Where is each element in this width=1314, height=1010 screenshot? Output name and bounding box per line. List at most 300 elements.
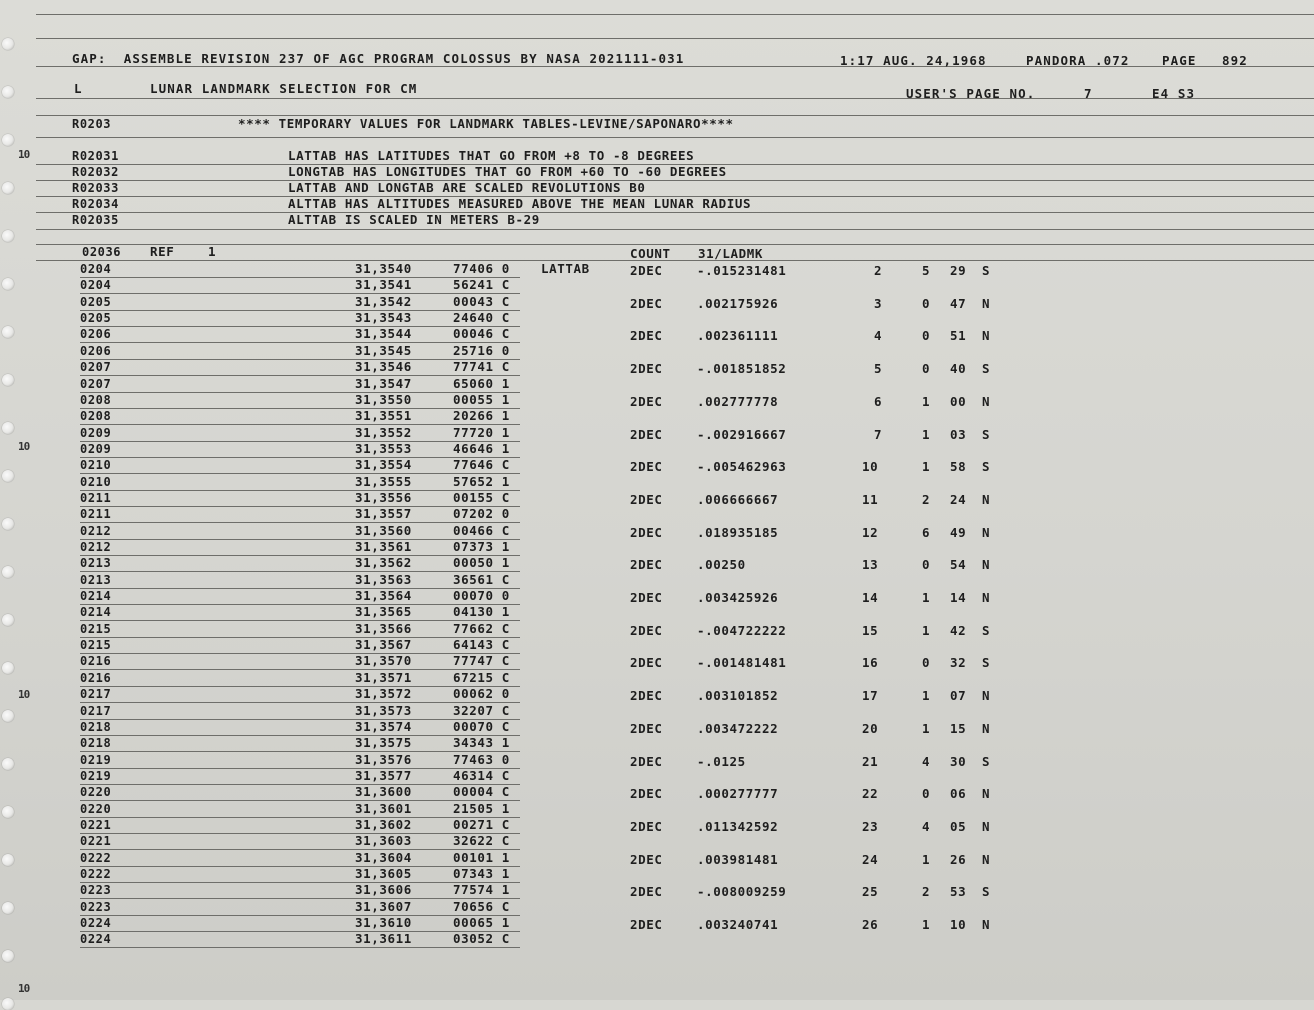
comment-line-number: R0203 [72,117,112,131]
binder-hole [2,518,14,530]
memory-address: 31,3554 [355,457,412,473]
octal-word: 20266 1 [453,408,510,424]
listing-line-number: 0220 [80,801,112,816]
listing-line-number: 0206 [80,343,112,358]
octal-word: 36561 C [453,571,510,587]
ruled-line [36,212,1314,213]
hemisphere: N [982,688,991,704]
memory-address: 31,3611 [355,931,412,947]
degrees: 1 [922,426,931,442]
octal-word: 77662 C [453,620,510,636]
opcode: 2DEC [630,884,663,900]
degrees: 0 [922,655,931,671]
octal-word: 32207 C [453,702,510,718]
minutes: 24 [950,491,967,507]
hemisphere: N [982,524,991,540]
landmark-index: 14 [862,590,879,605]
listing-line-number: 0220 [80,785,112,800]
memory-address: 31,3545 [355,342,412,358]
binder-hole [2,758,14,770]
landmark-index: 5 [874,361,883,377]
memory-address: 31,3572 [355,686,412,702]
octal-word: 00055 1 [453,391,510,407]
symbol-label: LATTAB [541,261,590,276]
decimal-value: .003425926 [697,590,779,605]
hemisphere: S [982,884,991,900]
hemisphere: S [982,622,991,638]
binder-hole [2,134,14,146]
decimal-value: -.008009259 [697,884,787,900]
listing-line-number: 0210 [80,458,112,473]
ruled-line [36,260,1314,261]
listing-line-number: 0205 [80,311,112,326]
ruled-line [36,244,1314,245]
memory-address: 31,3556 [355,489,412,505]
section-letter: L [74,81,83,96]
comment-text: LATTAB HAS LATITUDES THAT GO FROM +8 TO -8 DEGREES [288,148,695,163]
hemisphere: N [982,491,991,507]
listing-line-number: 0218 [80,736,112,751]
comment-text: ALTTAB IS SCALED IN METERS B-29 [288,212,540,227]
octal-word: 07373 1 [453,539,510,554]
landmark-index: 4 [874,328,883,344]
decimal-value: .018935185 [697,524,779,540]
opcode: 2DEC [630,688,663,704]
degrees: 5 [922,263,931,278]
memory-address: 31,3566 [355,620,412,636]
octal-word: 77463 0 [453,751,510,767]
opcode: 2DEC [630,917,663,932]
hemisphere: N [982,851,991,867]
minutes: 03 [950,426,967,442]
memory-address: 31,3606 [355,882,412,898]
landmark-index: 22 [862,786,879,802]
decimal-value: -.001851852 [697,361,787,377]
degrees: 0 [922,786,931,802]
hemisphere: N [982,393,991,409]
memory-address: 31,3600 [355,784,412,800]
hemisphere: N [982,590,991,605]
minutes: 30 [950,753,967,769]
print-timestamp: 1:17 AUG. 24,1968 [840,53,987,68]
listing-line-number: 0217 [80,687,112,702]
user-page-label: USER'S PAGE NO. [906,86,1036,101]
listing-line-number: 0221 [80,834,112,849]
binder-hole [2,566,14,578]
listing-line-number: 0210 [80,474,112,489]
minutes: 54 [950,557,967,573]
memory-address: 31,3553 [355,440,412,456]
memory-address: 31,3610 [355,915,412,930]
binder-hole [2,806,14,818]
binder-hole [2,614,14,626]
binder-hole [2,902,14,914]
memory-address: 31,3546 [355,359,412,375]
octal-word: 00043 C [453,293,510,309]
octal-word: 67215 C [453,669,510,685]
landmark-index: 17 [862,688,879,704]
degrees: 2 [922,884,931,900]
memory-address: 31,3547 [355,375,412,391]
octal-word: 64143 C [453,637,510,652]
octal-word: 46646 1 [453,440,510,456]
pandora-version: PANDORA .072 [1026,53,1130,68]
octal-word: 04130 1 [453,604,510,620]
listing-line-number: 0208 [80,409,112,424]
binder-hole [2,182,14,194]
hemisphere: N [982,328,991,344]
memory-address: 31,3603 [355,833,412,849]
row-rule [80,947,520,948]
opcode: 2DEC [630,590,663,605]
octal-word: 07202 0 [453,506,510,522]
decimal-value: .003240741 [697,917,779,932]
memory-address: 31,3567 [355,637,412,652]
decimal-value: .003472222 [697,720,779,736]
octal-word: 77574 1 [453,882,510,898]
ruled-line [36,98,1314,99]
octal-word: 00155 C [453,489,510,505]
memory-address: 31,3543 [355,310,412,326]
landmark-index: 24 [862,851,879,867]
opcode: 2DEC [630,393,663,409]
minutes: 00 [950,393,967,409]
opcode: 2DEC [630,491,663,507]
comment-text: ALTTAB HAS ALTITUDES MEASURED ABOVE THE MEAN LUNAR RADIUS [288,196,752,211]
listing-line-number: 0205 [80,294,112,309]
binder-hole [2,422,14,434]
decimal-value: .003981481 [697,851,779,867]
opcode: 2DEC [630,557,663,573]
octal-word: 00046 C [453,326,510,342]
memory-address: 31,3602 [355,816,412,832]
listing-line-number: 0213 [80,572,112,587]
memory-address: 31,3576 [355,751,412,767]
memory-address: 31,3561 [355,539,412,554]
decimal-value: .002175926 [697,295,779,311]
octal-word: 00466 C [453,522,510,538]
listing-line-number: 0214 [80,589,112,603]
memory-address: 31,3571 [355,669,412,685]
minutes: 49 [950,524,967,540]
landmark-index: 6 [874,393,883,409]
memory-address: 31,3604 [355,849,412,865]
listing-line-number: 0211 [80,507,112,522]
listing-line-number: 0222 [80,850,112,865]
degrees: 1 [922,622,931,638]
hemisphere: S [982,361,991,377]
binder-hole [2,854,14,866]
minutes: 14 [950,590,967,605]
degrees: 0 [922,328,931,344]
listing-line-number: 0208 [80,392,112,407]
listing-line-number: 0216 [80,654,112,669]
hemisphere: N [982,786,991,802]
ruled-line [36,38,1314,39]
ruled-line [36,14,1314,15]
ruled-line [36,137,1314,138]
degrees: 1 [922,590,931,605]
opcode: 2DEC [630,426,663,442]
opcode: 2DEC [630,361,663,377]
ref-count: 1 [208,244,217,259]
degrees: 1 [922,917,931,932]
minutes: 40 [950,361,967,377]
comment-text: **** TEMPORARY VALUES FOR LANDMARK TABLES-LEVINE/SAPONARO**** [238,116,734,131]
opcode: 2DEC [630,818,663,834]
degrees: 1 [922,688,931,704]
octal-word: 70656 C [453,898,510,914]
comment-line-number: R02034 [72,197,119,211]
decimal-value: -.001481481 [697,655,787,671]
octal-word: 77720 1 [453,424,510,440]
opcode: 2DEC [630,851,663,867]
octal-word: 00101 1 [453,849,510,865]
opcode: 2DEC [630,720,663,736]
decimal-value: .002361111 [697,328,779,344]
decimal-value: -.004722222 [697,622,787,638]
minutes: 51 [950,328,967,344]
hemisphere: S [982,459,991,475]
memory-address: 31,3557 [355,506,412,522]
decimal-value: -.005462963 [697,459,787,475]
listing-line-number: 0221 [80,817,112,832]
landmark-index: 13 [862,557,879,573]
binder-hole [2,86,14,98]
landmark-index: 20 [862,720,879,736]
listing-line-number: 0214 [80,605,112,620]
comment-line-number: R02035 [72,213,119,227]
opcode: 2DEC [630,622,663,638]
listing-line-number: 0209 [80,441,112,456]
listing-line-number: 0204 [80,278,112,293]
ruled-line [36,180,1314,181]
decimal-value: .003101852 [697,688,779,704]
minutes: 58 [950,459,967,475]
listing-line-number: 0211 [80,490,112,505]
comment-text: LATTAB AND LONGTAB ARE SCALED REVOLUTIONS B0 [288,180,646,195]
decimal-value: -.0125 [697,753,746,769]
minutes: 32 [950,655,967,671]
listing-line-number: 0207 [80,376,112,391]
hemisphere: N [982,917,991,932]
opcode: 2DEC [630,524,663,540]
memory-address: 31,3552 [355,424,412,440]
minutes: 47 [950,295,967,311]
memory-address: 31,3574 [355,718,412,734]
listing-title: GAP: ASSEMBLE REVISION 237 OF AGC PROGRAM COLOSSUS BY NASA 2021111-031 [72,51,685,66]
octal-word: 00271 C [453,816,510,832]
decimal-value: .011342592 [697,818,779,834]
opcode: 2DEC [630,263,663,278]
minutes: 42 [950,622,967,638]
memory-address: 31,3542 [355,293,412,309]
memory-address: 31,3605 [355,866,412,881]
octal-word: 77406 0 [453,261,510,276]
opcode: 2DEC [630,328,663,344]
comment-line-number: R02033 [72,181,119,195]
degrees: 0 [922,361,931,377]
listing-line-number: 0219 [80,768,112,783]
memory-address: 31,3551 [355,408,412,424]
degrees: 2 [922,491,931,507]
degrees: 1 [922,393,931,409]
listing-line-number: 0212 [80,523,112,538]
module-code: E4 S3 [1152,86,1196,101]
degrees: 4 [922,818,931,834]
listing-line-number: 0209 [80,425,112,440]
landmark-index: 21 [862,753,879,769]
memory-address: 31,3575 [355,735,412,751]
octal-word: 07343 1 [453,866,510,881]
section-title: LUNAR LANDMARK SELECTION FOR CM [150,81,418,96]
opcode: 2DEC [630,786,663,802]
octal-word: 00050 1 [453,555,510,571]
binder-hole [2,950,14,962]
octal-word: 00070 0 [453,588,510,603]
octal-word: 77747 C [453,653,510,669]
octal-word: 21505 1 [453,800,510,816]
minutes: 15 [950,720,967,736]
octal-word: 00062 0 [453,686,510,702]
degrees: 0 [922,557,931,573]
landmark-index: 23 [862,818,879,834]
memory-address: 31,3577 [355,767,412,783]
ruled-line [36,229,1314,230]
hemisphere: S [982,426,991,442]
degrees: 1 [922,720,931,736]
octal-word: 65060 1 [453,375,510,391]
octal-word: 77741 C [453,359,510,375]
landmark-index: 2 [874,263,883,278]
listing-line-number: 0207 [80,360,112,375]
octal-word: 57652 1 [453,473,510,489]
memory-address: 31,3541 [355,277,412,293]
octal-word: 00070 C [453,718,510,734]
octal-word: 03052 C [453,931,510,947]
opcode: 2DEC [630,655,663,671]
landmark-index: 25 [862,884,879,900]
octal-word: 56241 C [453,277,510,293]
landmark-index: 16 [862,655,879,671]
binder-hole [2,278,14,290]
listing-line-number: 0215 [80,638,112,652]
memory-address: 31,3550 [355,391,412,407]
decimal-value: .006666667 [697,491,779,507]
decimal-value: -.002916667 [697,426,787,442]
hemisphere: N [982,818,991,834]
listing-line-number: 0222 [80,867,112,881]
memory-address: 31,3601 [355,800,412,816]
listing-line-number: 0223 [80,883,112,898]
degrees: 6 [922,524,931,540]
listing-line-number: 0224 [80,916,112,930]
binder-hole [2,662,14,674]
margin-mark: 10 [18,688,30,701]
octal-word: 00004 C [453,784,510,800]
decimal-value: -.015231481 [697,263,787,278]
count-directive: COUNT [630,246,671,261]
hemisphere: N [982,295,991,311]
octal-word: 00065 1 [453,915,510,930]
landmark-index: 3 [874,295,883,311]
landmark-index: 15 [862,622,879,638]
degrees: 4 [922,753,931,769]
octal-word: 25716 0 [453,342,510,358]
decimal-value: .00250 [697,557,746,573]
ref-line-number: 02036 [82,245,122,259]
hemisphere: S [982,263,991,278]
decimal-value: .000277777 [697,786,779,802]
listing-line-number: 0219 [80,752,112,767]
listing-line-number: 0217 [80,703,112,718]
listing-line-number: 0212 [80,540,112,554]
opcode: 2DEC [630,459,663,475]
hemisphere: S [982,753,991,769]
memory-address: 31,3563 [355,571,412,587]
margin-mark: 10 [18,440,30,453]
listing-line-number: 0218 [80,719,112,734]
listing-line-number: 0204 [80,262,112,276]
minutes: 53 [950,884,967,900]
margin-mark: 10 [18,982,30,995]
user-page-number: 7 [1084,86,1093,101]
octal-word: 24640 C [453,310,510,326]
minutes: 26 [950,851,967,867]
listing-line-number: 0215 [80,621,112,636]
minutes: 06 [950,786,967,802]
landmark-index: 11 [862,491,879,507]
binder-hole [2,230,14,242]
comment-text: LONGTAB HAS LONGITUDES THAT GO FROM +60 TO -60 DEGREES [288,164,727,179]
listing-line-number: 0223 [80,899,112,914]
binder-hole [2,326,14,338]
memory-address: 31,3540 [355,261,412,276]
count-argument: 31/LADMK [698,246,764,261]
landmark-index: 12 [862,524,879,540]
minutes: 07 [950,688,967,704]
landmark-index: 26 [862,917,879,932]
minutes: 10 [950,917,967,932]
comment-line-number: R02031 [72,149,119,163]
page-number: 892 [1222,53,1248,68]
degrees: 0 [922,295,931,311]
margin-mark: 10 [18,148,30,161]
comment-line-number: R02032 [72,165,119,179]
binder-hole [2,38,14,50]
landmark-index: 7 [874,426,883,442]
hemisphere: S [982,655,991,671]
decimal-value: .002777778 [697,393,779,409]
minutes: 29 [950,263,967,278]
binder-hole [2,470,14,482]
minutes: 05 [950,818,967,834]
memory-address: 31,3560 [355,522,412,538]
memory-address: 31,3607 [355,898,412,914]
memory-address: 31,3565 [355,604,412,620]
memory-address: 31,3555 [355,473,412,489]
page-label: PAGE [1162,53,1197,68]
memory-address: 31,3544 [355,326,412,342]
octal-word: 34343 1 [453,735,510,751]
memory-address: 31,3570 [355,653,412,669]
opcode: 2DEC [630,295,663,311]
memory-address: 31,3573 [355,702,412,718]
octal-word: 32622 C [453,833,510,849]
binder-hole [2,710,14,722]
listing-line-number: 0206 [80,327,112,342]
memory-address: 31,3564 [355,588,412,603]
